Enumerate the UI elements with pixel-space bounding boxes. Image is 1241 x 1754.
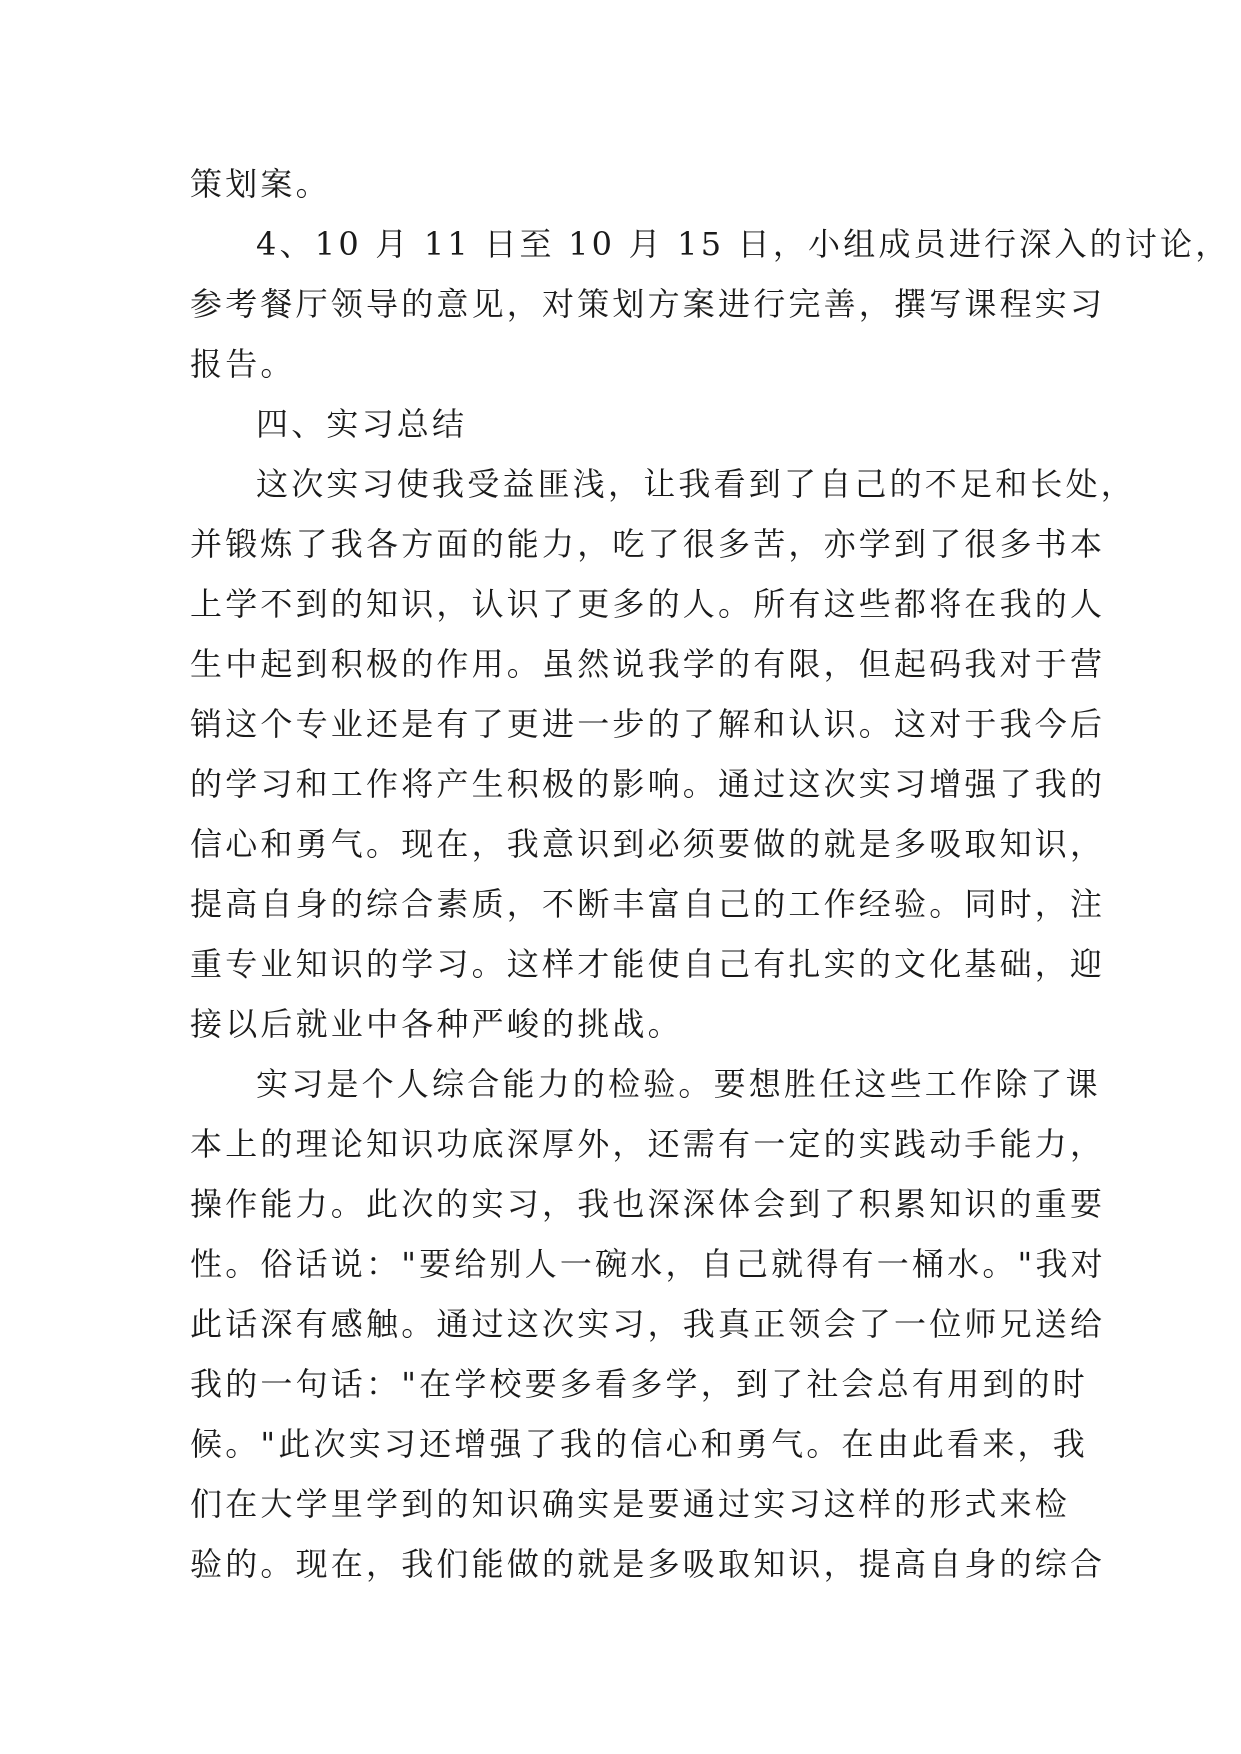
text-line: 我的一句话："在学校要多看多学，到了社会总有用到的时 <box>190 1365 1088 1403</box>
text-line: 操作能力。此次的实习，我也深深体会到了积累知识的重要 <box>190 1185 1106 1223</box>
text-line: 参考餐厅领导的意见，对策划方案进行完善，撰写课程实习 <box>190 285 1106 323</box>
text-line: 4、10 月 11 日至 10 月 15 日，小组成员进行深入的讨论， <box>256 225 1231 263</box>
text-line: 销这个专业还是有了更进一步的了解和认识。这对于我今后 <box>190 705 1106 743</box>
section-heading: 四、实习总结 <box>256 405 468 443</box>
text-line: 的学习和工作将产生积极的影响。通过这次实习增强了我的 <box>190 765 1106 803</box>
text-line: 此话深有感触。通过这次实习，我真正领会了一位师兄送给 <box>190 1305 1106 1343</box>
text-line: 上学不到的知识，认识了更多的人。所有这些都将在我的人 <box>190 585 1106 623</box>
text-line: 验的。现在，我们能做的就是多吸取知识，提高自身的综合 <box>190 1545 1106 1583</box>
text-line: 实习是个人综合能力的检验。要想胜任这些工作除了课 <box>256 1065 1101 1103</box>
text-line: 策划案。 <box>190 165 331 203</box>
text-line: 候。"此次实习还增强了我的信心和勇气。在由此看来，我 <box>190 1425 1088 1463</box>
text-line: 报告。 <box>190 345 296 383</box>
text-line: 信心和勇气。现在，我意识到必须要做的就是多吸取知识， <box>190 825 1106 863</box>
text-line: 并锻炼了我各方面的能力，吃了很多苦，亦学到了很多书本 <box>190 525 1106 563</box>
text-line: 性。俗话说："要给别人一碗水，自己就得有一桶水。"我对 <box>190 1245 1106 1283</box>
text-line: 本上的理论知识功底深厚外，还需有一定的实践动手能力， <box>190 1125 1106 1163</box>
text-line: 们在大学里学到的知识确实是要通过实习这样的形式来检 <box>190 1485 1071 1523</box>
text-line: 生中起到积极的作用。虽然说我学的有限，但起码我对于营 <box>190 645 1106 683</box>
text-line: 提高自身的综合素质，不断丰富自己的工作经验。同时，注 <box>190 885 1106 923</box>
text-line: 重专业知识的学习。这样才能使自己有扎实的文化基础，迎 <box>190 945 1106 983</box>
text-line: 接以后就业中各种严峻的挑战。 <box>190 1005 683 1043</box>
text-line: 这次实习使我受益匪浅，让我看到了自己的不足和长处， <box>256 465 1137 503</box>
